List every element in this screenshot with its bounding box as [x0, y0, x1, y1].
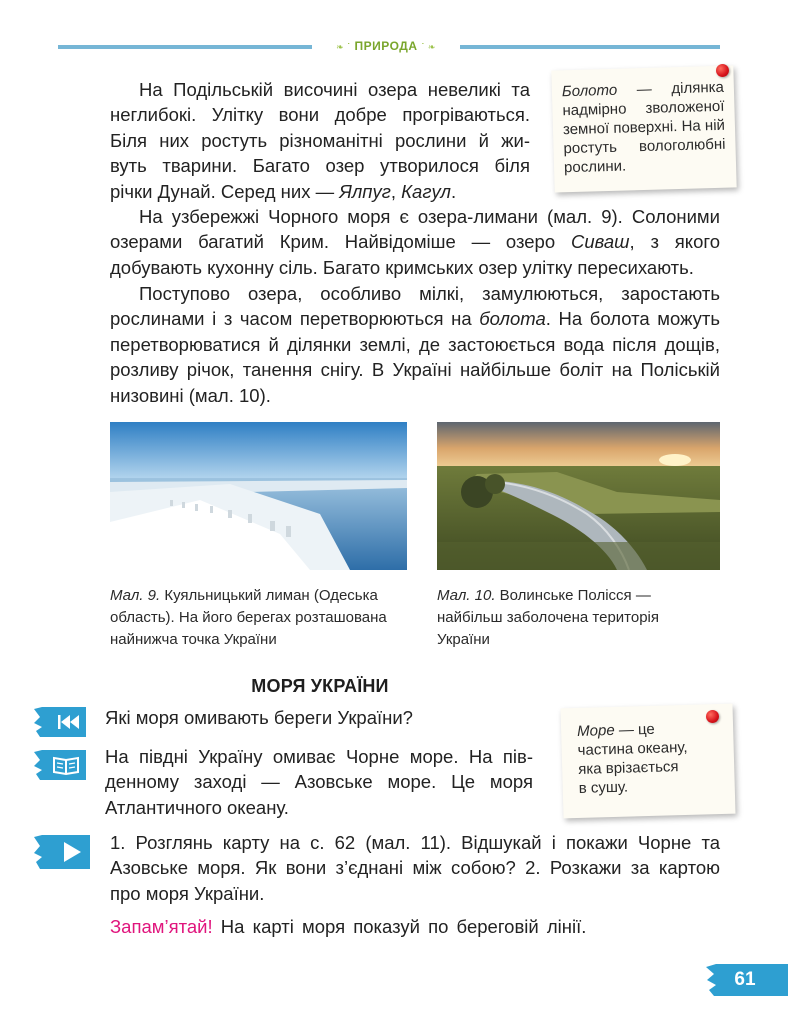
note-swamp-term: Болото [561, 81, 618, 101]
section-header [312, 38, 460, 54]
caption-fig10 [437, 585, 707, 651]
term-swamps: болота [479, 308, 546, 330]
remember-text: На карті моря показуй по береговій лінії. [220, 916, 587, 937]
remember-note [110, 914, 720, 939]
caption-fig9-label: Мал. 9. [110, 587, 161, 604]
paragraph-podillia [110, 77, 530, 204]
pin-icon [716, 64, 729, 77]
paragraph-swamps [110, 281, 720, 408]
answer-text [105, 744, 533, 820]
question-text: Які моря омивають береги України? [105, 707, 413, 728]
leaf-ornament-left: ❧ ˙ [336, 42, 351, 52]
paragraph-text: На узбережжі Чорного моря є озера-лимани (мал. 9). Солоними озерами багатий Крим. Найвідоміше — озеро Сиваш, з якого добувають кухонну сіль. Багато кримських озер улітку пересихають. [110, 206, 721, 278]
caption-fig10-label: Мал. 10. [437, 587, 496, 604]
page-number: 61 [734, 969, 756, 990]
section-title-seas: МОРЯ УКРАЇНИ [251, 676, 389, 696]
leaf-ornament-right: ˙ ❧ [421, 42, 436, 52]
caption-fig10-text: Волинське Полісся — найбільш заболочена територія України [437, 587, 660, 648]
paragraph-text: Поступово озера, особливо мілкі, замулюються, заростають рослинами і з часом перетворюються на болота. На болота можуть перетворюватися й ділянки землі, де застоюється вода після дощів, розливу річок, танення снігу. В Україні найбільше боліт на Поліській низовині (мал. 10). [110, 283, 721, 406]
note-card-sea: Море — це частина океану, яка врізається в сушу. [560, 704, 735, 819]
section-header-title: ПРИРОДА [354, 39, 418, 53]
question-icon [34, 707, 86, 737]
text-line: Азовське моря. Як вони з’єднані між собою? 2. Розкажи за картою [110, 857, 720, 879]
text-line: 1. Розглянь карту на с. 62 (мал. 11). Відшукай і покажи Чорне та [110, 832, 720, 853]
text-line: На Подільській височині озера невеликі та [139, 79, 530, 100]
note-sea-term: Море [576, 721, 615, 740]
book-icon [34, 750, 86, 780]
pin-icon [706, 710, 719, 723]
text-line: денному заході — Азовське море. Це моря [105, 771, 533, 793]
text-line: про моря України. [110, 882, 265, 904]
note-swamp-text: Болото — ділянка надмірно зволоженої земної поверхні. На ній ростуть вологолюбні рослини. [561, 78, 726, 177]
lake-name-yalpuh: Ялпуг [339, 180, 391, 202]
text-line: неглибокі. Улітку вони добре прогріваються. [110, 104, 530, 126]
lake-name-syvash: Сиваш [570, 231, 630, 253]
text-line: вуть тварини. Багато озер утворилося біля [110, 155, 530, 177]
text-line: Атлантичного океану. [105, 796, 289, 818]
text-line: річки Дунай. Серед них — Ялпуг, Кагул. [110, 180, 457, 202]
task-text [110, 830, 720, 906]
photo-kuialnyk-estuary [110, 422, 407, 570]
photo-volyn-polissia [437, 422, 720, 570]
text-line: Біля них ростуть різноманітні рослини й жи- [110, 129, 530, 151]
remember-label: Запам’ятай! [110, 916, 213, 937]
lake-name-kahul: Кагул [401, 180, 451, 202]
note-card-swamp [551, 65, 736, 192]
caption-fig9-text: Куяльницький лиман (Одеська область). На його берегах розташована найнижча точка України [110, 587, 387, 648]
text-line: На півдні Україну омиває Чорне море. На пів- [105, 746, 533, 767]
paragraph-crimea [110, 204, 720, 280]
caption-fig9 [110, 585, 410, 651]
task-play-icon [34, 835, 86, 865]
